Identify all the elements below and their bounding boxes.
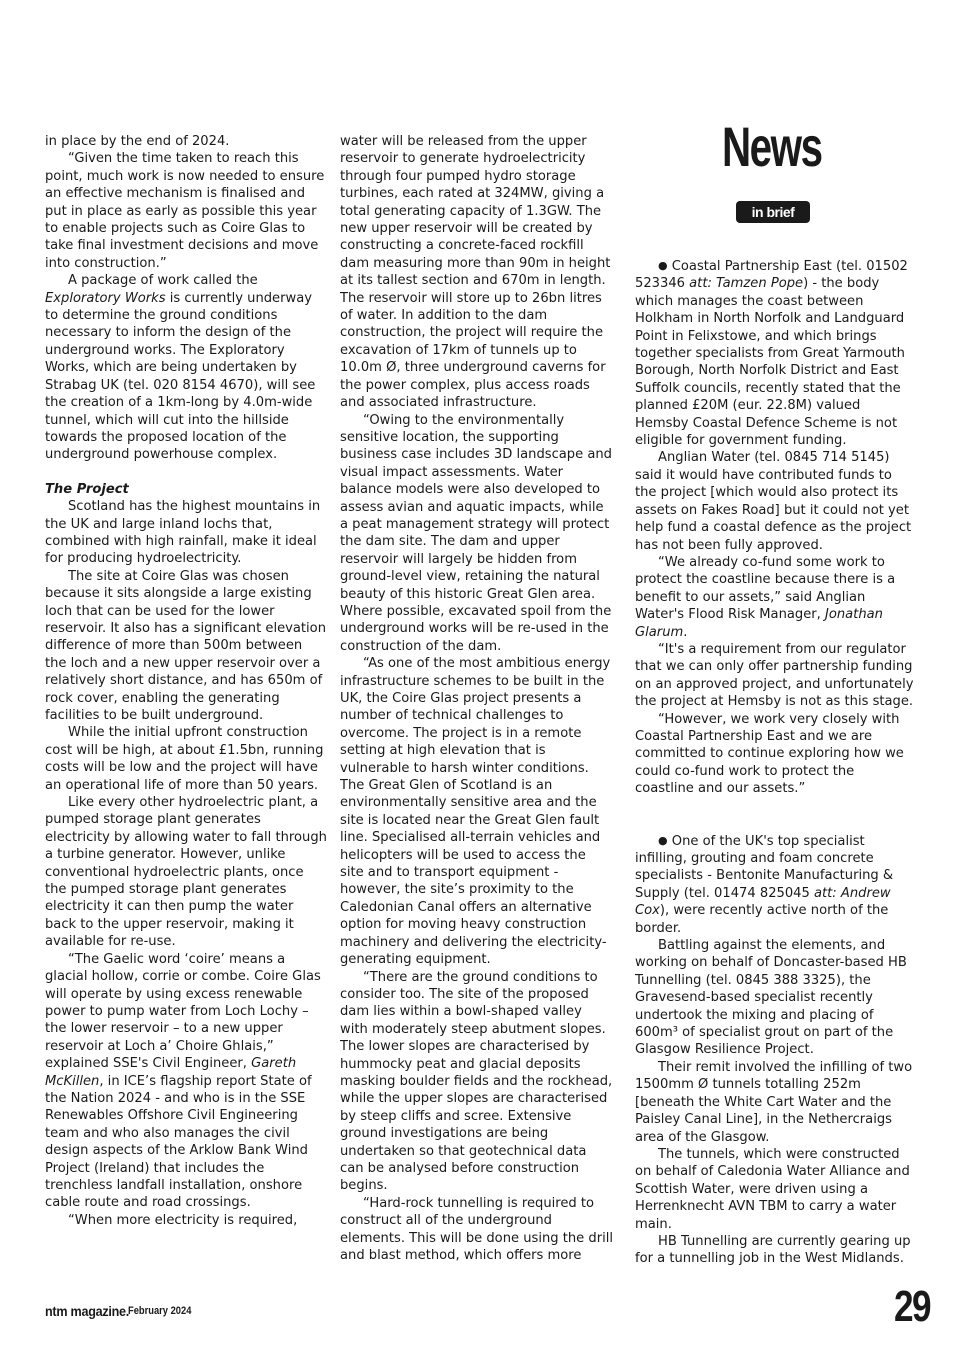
news-brief-column [635,257,917,1268]
paragraph: water will be released from the upper reservoir to generate hydroelectricity through four pumped hydro storage turbines, each rated at 324MW, giving a total generating capacity of 1.3GW. The new upper reservoir will be created by constructing a concrete-faced rockfill dam measuring more than 90m in height at its tallest section and 670m in length. The reservoir will store up to 26bn litres of water. In addition to the dam construction, the project will require the excavation of 17km of tunnels up to 10.0m Ø, three underground caverns for the power complex, plus access roads and associated infrastructure. [340,134,611,411]
subheading: The Project [45,481,129,497]
paragraph: in place by the end of 2024. [45,134,230,149]
paragraph: “Given the time taken to reach this point, much work is now needed to ensure an effective mechanism is finalised and put in place as early as possible this year to enable projects such as Coire Glas to take final investment decisions and move into construction.” [45,151,325,271]
paragraph: Their remit involved the infilling of two 1500mm Ø tunnels totalling 252m [beneath the White Cart Water and the Paisley Canal Line], in the Nethercraigs area of the Glasgow. [635,1059,913,1145]
paragraph: “As one of the most ambitious energy infrastructure schemes to be built in the UK, the Coire Glas project presents a number of technical challenges to overcome. The project is in a remote setting at high elevation that is vulnerable to harsh winter conditions. The Great Glen of Scotland is an environmentally sensitive area and the site is located near the Great Glen fault line. Specialised all-terrain vehicles and helicopters will be used to access the site and to transport equipment - however, the site’s proximity to the Caledonian Canal offers an alternative option for moving heavy construction machinery and delivering the electricity-generating equipment. [340,656,611,968]
paragraph: “Hard-rock tunnelling is required to construct all of the underground elements. This will be done using the drill and blast method, which offers more [340,1195,613,1263]
paragraph: A package of work called the Exploratory Works is currently underway to determine the ground conditions necessary to inform the design of the underground works. The Exploratory Works, which are being undertaken by Strabag UK (tel. 020 8154 4670), will see the creation of a 1km-long by 4.0m-wide tunnel, which will cut into the hillside towards the proposed location of the underground powerhouse complex. [45,273,316,463]
paragraph: “There are the ground conditions to consider too. The site of the proposed dam lies within a bowl-shaped valley with moderately steep abutment slopes. The lower slopes are characterised by hummocky peat and glacial deposits masking boulder fields and the rockhead, while the upper slopes are characterised by steep cliffs and scree. Extensive ground investigations are being undertaken so that geotechnical data can be analysed before construction begins. [340,969,613,1194]
bullet-icon: ● [658,833,668,847]
paragraph: “The Gaelic word ‘coire’ means a glacial hollow, corrie or combe. Coire Glas will operate by using excess renewable power to pump water from Loch Lochy – the lower reservoir – to a new upper reservoir at Loch a’ Choire Ghlais,” explained SSE's Civil Engineer, Gareth McKillen, in ICE’s flagship report State of the Nation 2024 - and who is in the SSE Renewables Offshore Civil Engineering team and who also manages the civil design aspects of the Arklow Bank Wind Project (Ireland) that includes the trenchless landfall installation, onshore cable route and road crossings. [45,951,321,1211]
in-brief-badge: in brief [736,201,810,223]
section-title: News [722,115,822,178]
paragraph: ● One of the UK's top specialist infilling, grouting and foam concrete specialists - Bentonite Manufacturing & Supply (tel. 01474 825045 att: Andrew Cox), were recently active north of the border. [635,833,894,936]
paragraph: Like every other hydroelectric plant, a pumped storage plant generates electricity by allowing water to fall through a turbine generator. However, unlike conventional hydroelectric plants, once the pumped storage plant generates electricity it can then pump the water back to the upper reservoir, making it available for re-use. [45,795,327,950]
article-column-2 [340,133,613,1264]
page-number: 29 [894,1282,930,1331]
paragraph: “It's a requirement from our regulator that we can only offer partnership funding on an approved project, and unfortunately the project at Hemsby is not as this stage. [635,641,914,710]
paragraph: The site at Coire Glas was chosen because it sits alongside a large existing loch that can be used for the lower reservoir. It also has a significant elevation difference of more than 500m between the loch and a new upper reservoir over a relatively short distance, and has 650m of rock cover, enabling the generating facilities to be built underground. [45,568,326,723]
bullet-icon: ● [658,259,668,272]
paragraph: ● Coastal Partnership East (tel. 01502 523346 att: Tamzen Pope) - the body which manages the coast between Holkham in North Norfolk and Landguard Point in Felixstowe, and which brings together specialists from Great Yarmouth Borough, North Norfolk District and East Suffolk councils, recently stated that the planned £20M (eur. 22.8M) valued Hemsby Coastal Defence Scheme is not eligible for government funding. [635,259,908,449]
paragraph: “When more electricity is required, [68,1212,298,1228]
paragraph: Anglian Water (tel. 0845 714 5145) said it would have contributed funds to the project [which would also protect its assets on Fakes Road] but it could not yet help fund a coastal defence as the project has not been fully approved. [635,450,912,553]
issue-date: February 2024 [128,1305,192,1317]
paragraph: While the initial upfront construction cost will be high, at about £1.5bn, running costs will be low and the project will have an operational life of more than 50 years. [45,725,324,793]
paragraph: HB Tunnelling are currently gearing up for a tunnelling job in the West Midlands. [635,1233,911,1267]
paragraph: Battling against the elements, and working on behalf of Doncaster-based HB Tunnelling (tel. 0845 388 3325), the Gravesend-based specialist recently undertook the mixing and placing of 600m³ of specialist grout on part of the Glasgow Resilience Project. [635,938,907,1058]
paragraph: “We already co-fund some work to protect the coastline because there is a benefit to our assets,” said Anglian Water's Flood Risk Manager, Jonathan Glarum. [635,554,896,640]
paragraph: Scotland has the highest mountains in the UK and large inland lochs that, combined with high rainfall, make it ideal for producing hydroelectricity. [45,499,321,567]
paragraph: The tunnels, which were constructed on behalf of Caledonia Water Alliance and Scottish Water, were driven using a Herrenknecht AVN TBM to carry a water main. [635,1146,910,1232]
article-column-1 [45,133,327,1229]
magazine-name: ntm magazine. [45,1303,130,1319]
paragraph: “However, we work very closely with Coastal Partnership East and we are committed to continue exploring how we could co-fund work to protect the coastline and our assets.” [635,711,904,797]
paragraph: “Owing to the environmentally sensitive location, the supporting business case includes 3D landscape and visual impact assessments. Water balance models were also developed to assess avian and aquatic impacts, while a peat management strategy will protect the dam site. The dam and upper reservoir will largely be hidden from ground-level view, retaining the natural beauty of this historic Great Glen area. Where possible, excavated spoil from the underground works will be re-used in the construction of the dam. [340,412,612,654]
